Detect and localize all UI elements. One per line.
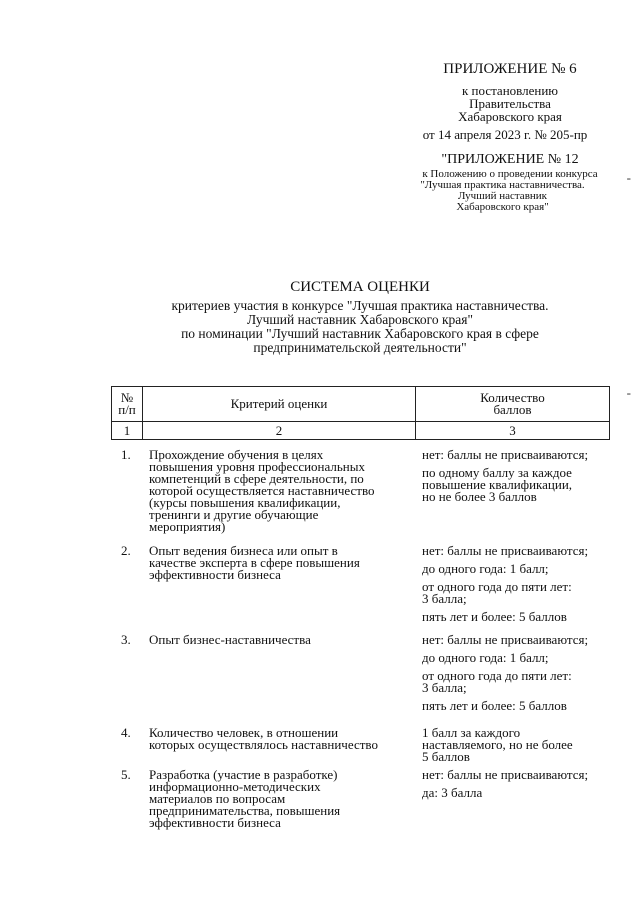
points-line: нет: баллы не присваиваются; [422, 632, 589, 647]
points-option [422, 670, 616, 694]
criterion-line: повышения уровня профессиональных [149, 459, 365, 474]
criterion-text [149, 769, 409, 829]
points-line: нет: баллы не присваиваются; [422, 447, 589, 462]
criteria-table-header [111, 386, 610, 440]
points-line: да: 3 балла [422, 785, 483, 800]
column-number: 3 [416, 422, 610, 440]
criterion-line: Количество человек, в отношении [149, 725, 339, 740]
criterion-text [149, 545, 409, 581]
criterion-line: информационно-методических [149, 779, 321, 794]
points-cell [422, 727, 616, 769]
points-option [422, 611, 616, 623]
regulation-line: Хабаровского края" [456, 201, 549, 213]
points-option [422, 787, 616, 799]
points-option [422, 467, 616, 503]
points-option [422, 700, 616, 712]
resolution-reference: к постановлению [461, 83, 559, 98]
column-number: 1 [112, 422, 143, 440]
points-line: пять лет и более: 5 баллов [422, 698, 567, 713]
criterion-line: эффективности бизнеса [149, 567, 281, 582]
title-line: критериев участия в конкурсе "Лучшая практика наставничества. [171, 298, 549, 313]
criterion-line: Прохождение обучения в целях [149, 447, 324, 462]
points-header: Количество баллов [416, 387, 610, 422]
row-number: 1. [121, 447, 131, 462]
column-number: 2 [143, 422, 416, 440]
points-line: пять лет и более: 5 баллов [422, 609, 567, 624]
criterion-line: предпринимательства, повышения [149, 803, 341, 818]
points-option [422, 634, 616, 646]
points-line: 5 баллов [422, 749, 470, 764]
row-number: 3. [121, 632, 131, 647]
appendix-12-heading: "ПРИЛОЖЕНИЕ № 12 [441, 152, 579, 167]
points-cell [422, 769, 616, 805]
region-label: Хабаровского края [458, 109, 562, 124]
criterion-line: материалов по вопросам [149, 791, 286, 806]
regulation-line: Лучший наставник [458, 190, 547, 202]
points-line: от одного года до пяти лет: [422, 579, 572, 594]
criterion-line: тренинги и другие обучающие [149, 507, 319, 522]
points-line: от одного года до пяти лет: [422, 668, 572, 683]
points-line: 3 балла; [422, 680, 467, 695]
points-cell [422, 634, 616, 718]
criterion-line: (курсы повышения квалификации, [149, 495, 341, 510]
criterion-line: которой осуществляется наставничество [149, 483, 375, 498]
title-line: по номинации "Лучший наставник Хабаровского края в сфере [181, 326, 539, 341]
points-option [422, 727, 616, 763]
points-option [422, 545, 616, 557]
appendix-heading: ПРИЛОЖЕНИЕ № 6 [443, 61, 577, 77]
points-option [422, 449, 616, 461]
date-number: от 14 апреля 2023 г. № 205-пр [422, 127, 588, 142]
criterion-line: эффективности бизнеса [149, 815, 281, 830]
points-option [422, 652, 616, 664]
criterion-line: компетенций в сфере деятельности, по [149, 471, 364, 486]
criterion-line: Разработка (участие в разработке) [149, 767, 338, 782]
criterion-text [149, 634, 409, 646]
margin-mark: - [626, 170, 631, 185]
criterion-line: качестве эксперта в сфере повышения [149, 555, 360, 570]
points-line: по одному баллу за каждое [422, 465, 572, 480]
num-header: № п/п [112, 387, 143, 422]
margin-mark: - [626, 385, 631, 400]
points-line: 1 балл за каждого [422, 725, 521, 740]
government-label: Правительства [469, 96, 551, 111]
criterion-line: мероприятия) [149, 519, 226, 534]
points-line: до одного года: 1 балл; [422, 561, 549, 576]
points-line: до одного года: 1 балл; [422, 650, 549, 665]
points-line: нет: баллы не присваиваются; [422, 767, 589, 782]
row-number: 5. [121, 767, 131, 782]
points-option [422, 581, 616, 605]
criterion-line: которых осуществлялось наставничество [149, 737, 378, 752]
points-cell [422, 545, 616, 629]
regulation-line: "Лучшая практика наставничества. [420, 179, 585, 191]
document-title: СИСТЕМА ОЦЕНКИ [290, 279, 430, 295]
row-number: 2. [121, 543, 131, 558]
points-option [422, 563, 616, 575]
points-cell [422, 449, 616, 509]
criterion-text [149, 449, 409, 533]
criterion-text [149, 727, 409, 751]
points-line: наставляемого, но не более [422, 737, 573, 752]
title-line: Лучший наставник Хабаровского края" [247, 312, 473, 327]
points-line: 3 балла; [422, 591, 467, 606]
title-line: предпринимательской деятельности" [253, 340, 467, 355]
criterion-line: Опыт бизнес-наставничества [149, 632, 311, 647]
points-option [422, 769, 616, 781]
regulation-line: к Положению о проведении конкурса [422, 168, 598, 180]
criterion-header: Критерий оценки [143, 387, 416, 422]
criterion-line: Опыт ведения бизнеса или опыт в [149, 543, 338, 558]
points-line: но не более 3 баллов [422, 489, 537, 504]
row-number: 4. [121, 725, 131, 740]
points-line: нет: баллы не присваиваются; [422, 543, 589, 558]
points-line: повышение квалификации, [422, 477, 573, 492]
